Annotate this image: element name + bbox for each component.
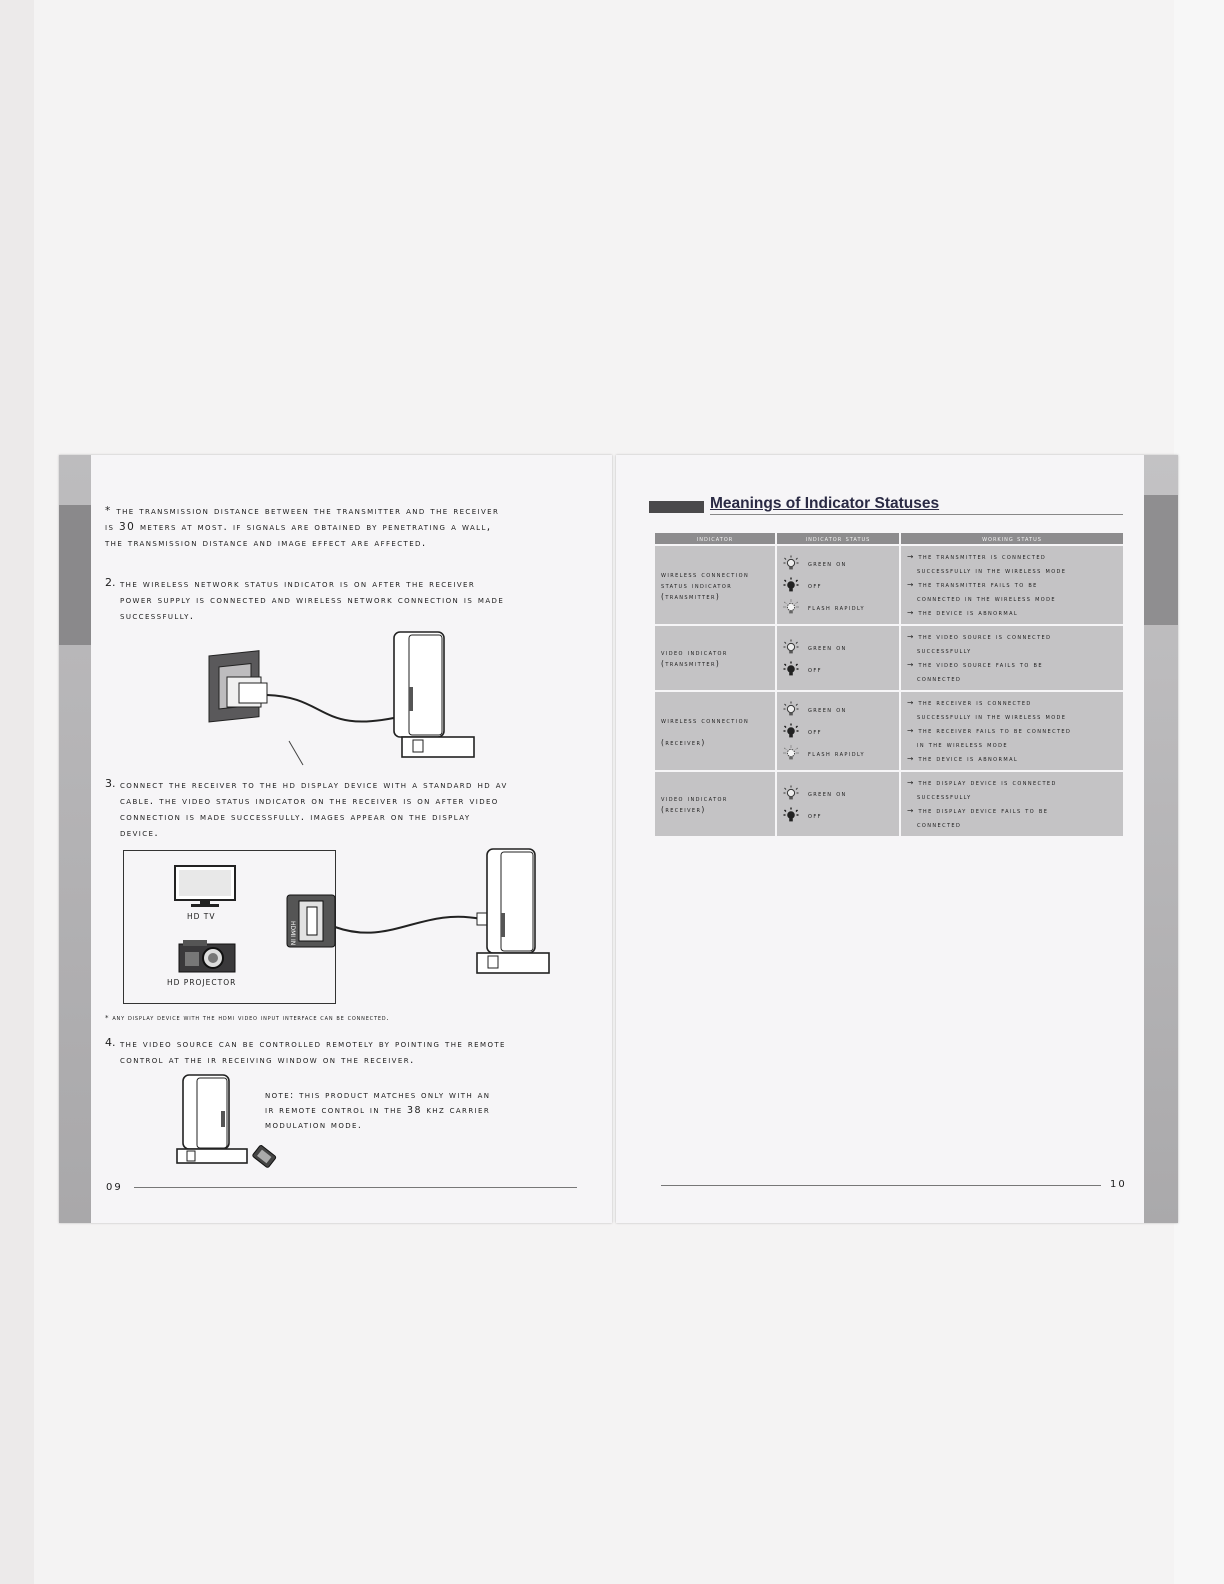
step-2-number: 2. xyxy=(105,576,116,589)
working-status-line: → the display device fails to be xyxy=(907,806,1049,815)
indicator-name-cell xyxy=(655,625,776,691)
hdmi-cable xyxy=(335,917,481,933)
status-label: flash rapidly xyxy=(808,602,865,612)
scan-edge xyxy=(0,0,34,1584)
receiver-device-icon xyxy=(477,849,549,973)
working-status-line: → the transmitter fails to be xyxy=(907,580,1038,589)
indicator-status-cell xyxy=(776,625,900,691)
status-item xyxy=(783,658,893,680)
status-item xyxy=(783,698,893,720)
receiver-device-icon xyxy=(394,632,474,757)
status-label: off xyxy=(808,664,822,674)
table-row xyxy=(655,545,1123,625)
status-item xyxy=(783,574,893,596)
indicator-name-line: (transmitter) xyxy=(661,591,721,601)
table-body xyxy=(655,545,1123,836)
status-item xyxy=(783,804,893,826)
indicator-status-table xyxy=(655,533,1123,836)
bulb-flash-icon xyxy=(783,599,799,615)
manual-spread xyxy=(59,455,1179,1225)
working-status-line: successfully xyxy=(917,792,972,801)
indicator-status-cell xyxy=(776,771,900,836)
indicator-name-line: wireless connection xyxy=(661,569,750,579)
bulb-green-on-icon xyxy=(783,555,799,571)
bulb-green-on-icon xyxy=(783,701,799,717)
scan-edge-right xyxy=(1174,0,1224,1584)
working-status-line: connected xyxy=(917,820,962,829)
bulb-flash-icon xyxy=(783,745,799,761)
section-header xyxy=(649,497,1123,515)
working-status-line: successfully in the wireless mode xyxy=(917,566,1067,575)
status-item xyxy=(783,742,893,764)
page-number-right: 10 xyxy=(1110,1179,1127,1190)
status-label: off xyxy=(808,726,822,736)
section-title: Meanings of Indicator Statuses xyxy=(710,495,940,512)
status-label: green on xyxy=(808,558,847,568)
left-page xyxy=(59,455,612,1223)
status-label: green on xyxy=(808,704,847,714)
status-item xyxy=(783,720,893,742)
indicator-name-line: (receiver) xyxy=(661,737,706,747)
step-4-text: the video source can be controlled remotely by pointing the remote control at the ir receiving window on the receiver. xyxy=(120,1038,506,1066)
page-edge-tab xyxy=(1144,495,1178,625)
working-status-line: successfully xyxy=(917,646,972,655)
status-item xyxy=(783,636,893,658)
working-status-cell xyxy=(900,625,1123,691)
table-row xyxy=(655,691,1123,771)
working-status-line: → the video source fails to be xyxy=(907,660,1043,669)
bulb-off-icon xyxy=(783,807,799,823)
working-status-cell xyxy=(900,771,1123,836)
bulb-off-icon xyxy=(783,723,799,739)
indicator-name-line: (receiver) xyxy=(661,805,706,814)
working-status-cell xyxy=(900,545,1123,625)
transmission-distance-note: * the transmission distance between the transmitter and the receiver is 30 meters at most. if signals are obtained by penetrating a wall, the transmission distance and image effect are affected. xyxy=(105,505,500,549)
indicator-name-line: status indicator xyxy=(661,580,733,590)
status-item xyxy=(783,596,893,618)
working-status-line: → the device is abnormal xyxy=(907,608,1019,617)
status-label: flash rapidly xyxy=(808,748,865,758)
hdmi-device-note: * any display device with the hdmi video input interface can be connected. xyxy=(105,1014,390,1022)
header-indicator-status: indicator status xyxy=(776,533,900,545)
indicator-name-line: video indicator xyxy=(661,648,728,657)
status-item xyxy=(783,782,893,804)
hdmi-in-label: HDMI IN xyxy=(289,921,296,946)
remote-control-icon xyxy=(252,1145,276,1168)
indicator-status-cell xyxy=(776,691,900,771)
bulb-green-on-icon xyxy=(783,785,799,801)
header-working-status: working status xyxy=(900,533,1123,545)
status-label: off xyxy=(808,810,822,820)
hd-projector-label: HD PROJECTOR xyxy=(167,978,237,987)
working-status-line: → the receiver is connected xyxy=(907,698,1032,707)
working-status-line: connected xyxy=(917,674,962,683)
working-status-line: connected in the wireless mode xyxy=(917,594,1056,603)
working-status-cell xyxy=(900,691,1123,771)
indicator-name-cell xyxy=(655,771,776,836)
bulb-green-on-icon xyxy=(783,639,799,655)
page-edge-tab xyxy=(59,505,91,645)
working-status-line: successfully in the wireless mode xyxy=(917,712,1067,721)
working-status-line: in the wireless mode xyxy=(917,740,1008,749)
indicator-status-cell xyxy=(776,545,900,625)
indicator-name-line xyxy=(661,726,769,737)
wall-socket-icon xyxy=(209,651,267,722)
working-status-line: → the transmitter is connected xyxy=(907,552,1047,561)
step-4-number: 4. xyxy=(105,1036,116,1049)
table-row xyxy=(655,771,1123,836)
bulb-off-icon xyxy=(783,577,799,593)
status-label: green on xyxy=(808,788,847,798)
right-page xyxy=(616,455,1178,1223)
step-3-number: 3. xyxy=(105,777,116,790)
page-number-left: 09 xyxy=(106,1182,123,1193)
working-status-line: → the display device is connected xyxy=(907,778,1057,787)
hd-tv-label: HD TV xyxy=(187,912,216,921)
status-label: off xyxy=(808,580,822,590)
indicator-name-line: video indicator xyxy=(661,794,728,803)
indicator-name-line: wireless connection xyxy=(661,715,750,725)
section-bar xyxy=(649,501,704,513)
working-status-line: → the video source is connected xyxy=(907,632,1052,641)
footer-rule-right xyxy=(661,1185,1101,1186)
section-rule xyxy=(710,514,1123,515)
receiver-power-figure xyxy=(199,627,499,767)
indicator-name-cell xyxy=(655,691,776,771)
hd-tv-icon xyxy=(173,864,237,910)
step-2-text: the wireless network status indicator is on after the receiver power supply is connected and wireless network connection is made successfully. xyxy=(120,578,505,622)
hdmi-connection-figure xyxy=(281,847,561,977)
header-indicator: indicator xyxy=(655,533,776,545)
hd-projector-icon xyxy=(177,938,239,976)
power-cable xyxy=(267,695,407,722)
step-3-text: connect the receiver to the hd display device with a standard hd av cable. the video status indicator on the receiver is on after video connection is made successfully. images appear on the display device. xyxy=(120,779,508,839)
indicator-name-cell xyxy=(655,545,776,625)
table-header-row xyxy=(655,533,1123,545)
ir-frequency-note: note: this product matches only with an ir remote control in the 38 khz carrier modulation mode. xyxy=(265,1090,491,1131)
indicator-name-line: (transmitter) xyxy=(661,659,721,668)
working-status-line: → the receiver fails to be connected xyxy=(907,726,1072,735)
bulb-off-icon xyxy=(783,661,799,677)
table-row xyxy=(655,625,1123,691)
status-item xyxy=(783,552,893,574)
receiver-device-icon xyxy=(177,1075,247,1163)
working-status-line: → the device is abnormal xyxy=(907,754,1019,763)
footer-rule-left xyxy=(134,1187,577,1188)
status-label: green on xyxy=(808,642,847,652)
